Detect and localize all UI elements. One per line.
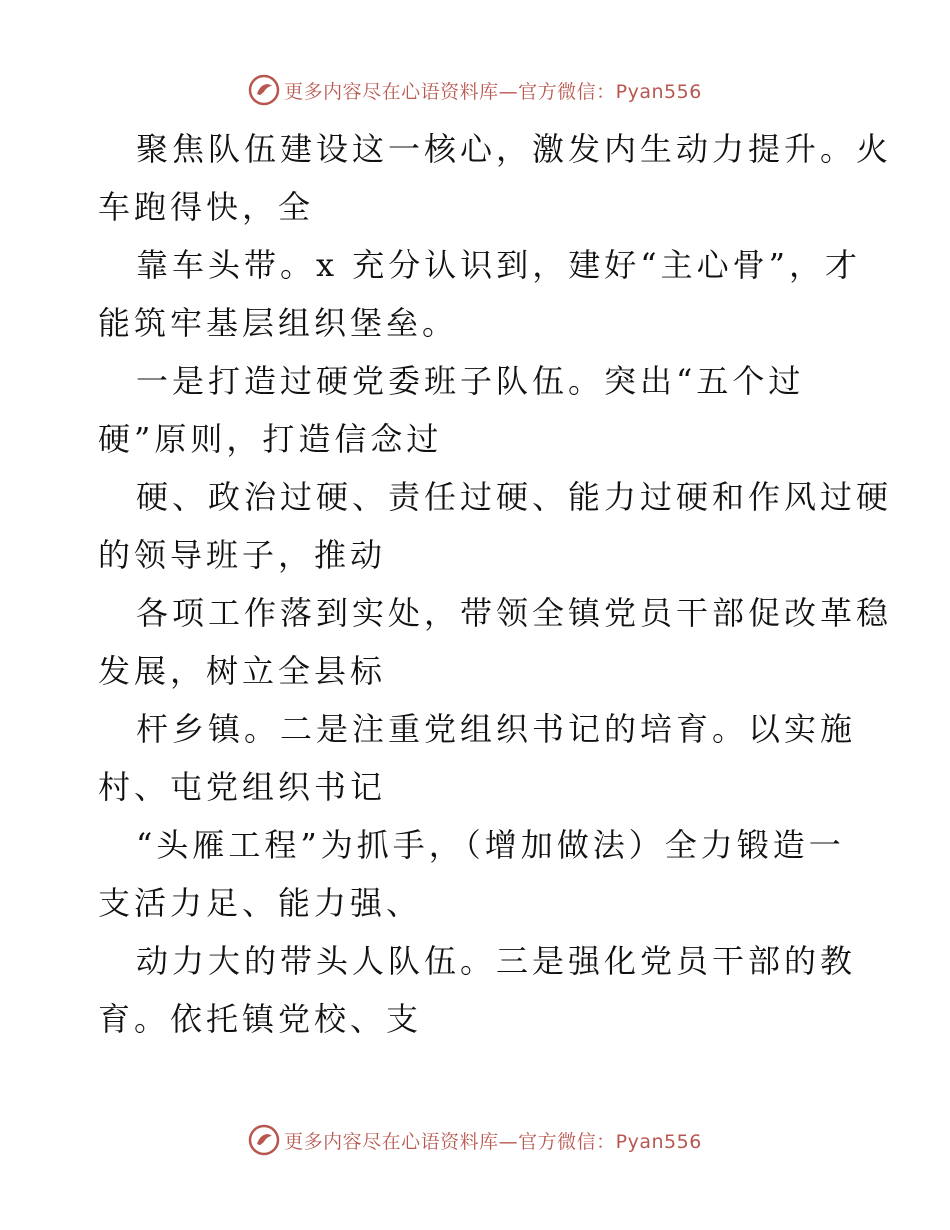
text-line: 的领导班子，推动 — [98, 536, 387, 574]
text-line: 一是打造过硬党委班子队伍。突出“五个过 — [136, 362, 805, 400]
page-header-watermark — [0, 70, 950, 110]
text-line: 各项工作落到实处，带领全镇党员干部促改革稳 — [136, 594, 893, 632]
text-line: 车跑得快，全 — [98, 188, 315, 226]
text-line: 动力大的带头人队伍。三是强化党员干部的教 — [136, 942, 857, 980]
red-lotus-logo-icon — [248, 1124, 280, 1156]
text-line: 育。依托镇党校、支 — [98, 1000, 423, 1038]
text-line: 杆乡镇。二是注重党组织书记的培育。以实施 — [136, 710, 857, 748]
text-line: 靠车头带。x 充分认识到，建好“主心骨”，才 — [136, 246, 861, 284]
text-line: “头雁工程”为抓手，（增加做法）全力锻造一 — [136, 826, 845, 864]
text-line: 支活力足、能力强、 — [98, 884, 423, 922]
text-line: 聚焦队伍建设这一核心，激发内生动力提升。火 — [136, 130, 893, 168]
text-line: 硬”原则，打造信念过 — [98, 420, 443, 458]
text-line: 村、屯党组织书记 — [98, 768, 387, 806]
header-watermark-text: 更多内容尽在心语资料库—官方微信：Pyan556 — [284, 80, 702, 103]
text-line: 能筑牢基层组织堡垒。 — [98, 304, 459, 342]
document-body — [98, 120, 893, 1048]
text-line: 硬、政治过硬、责任过硬、能力过硬和作风过硬 — [136, 478, 893, 516]
red-lotus-logo-icon — [248, 74, 280, 106]
text-line: 发展，树立全县标 — [98, 652, 387, 690]
footer-watermark-text: 更多内容尽在心语资料库—官方微信：Pyan556 — [284, 1130, 702, 1153]
page-footer-watermark — [0, 1120, 950, 1160]
